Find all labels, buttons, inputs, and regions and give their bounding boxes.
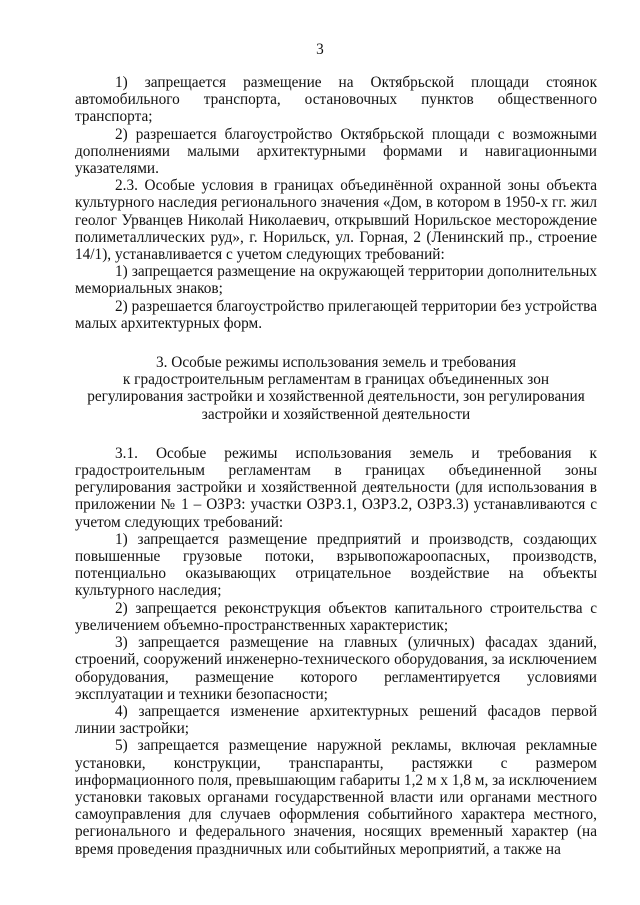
page-number: 3 — [316, 41, 324, 58]
section-3-heading — [75, 354, 597, 423]
paragraph-enterprises: 1) запрещается размещение предприятий и производств, создающих повышенные грузовые потоки, взрывопожароопасных, производств, потенциально оказывающих отрицательное воздействие на объекты культурного наследия; — [75, 530, 597, 600]
section-heading-line-1: 3. Особые режимы использования земель и требования — [156, 354, 516, 372]
section-heading-line-3: регулирования застройки и хозяйственной деятельности, зон регулирования — [87, 388, 585, 406]
paragraph-reconstruction: 2) запрещается реконструкция объектов капитального строительства с увеличением объемно-пространственных характеристик; — [75, 599, 597, 634]
section-heading-line-4: застройки и хозяйственной деятельности — [201, 405, 471, 423]
paragraph-2-3-conditions: 2.3. Особые условия в границах объединённой охранной зоны объекта культурного наследия регионального значения «Дом, в котором в 1950-х гг. жил геолог Урванцев Николай Николаевич, открывший Норильское месторождение полиметаллических руд», г. Норильск, ул. Горная, 2 (Ленинский пр., строение 14/1), устанавливается с учетом следующих требований: — [75, 177, 597, 264]
paragraph-facade-architecture: 4) запрещается изменение архитектурных решений фасадов первой линии застройки; — [75, 702, 597, 738]
paragraph-outdoor-advertising: 5) запрещается размещение наружной рекламы, включая рекламные установки, конструкции, транспаранты, растяжки с размером информационного поля, превышающим габариты 1,2 м х 1,8 м, за исключением установки таковых органами государственной власти или органами местного самоуправления для случаев оформления событийного характера местного, регионального и федерального значения, носящих временный характер (на время проведения праздничных или событийных мероприятий, а также на — [75, 737, 597, 858]
spacer — [75, 423, 597, 445]
paragraph-1-prohibition: 1) запрещается размещение на Октябрьской площади стоянок автомобильного транспорта, остановочных пунктов общественного транспорта; — [75, 74, 597, 126]
document-body — [75, 74, 597, 858]
paragraph-memorial-signs: 1) запрещается размещение на окружающей территории дополнительных мемориальных знаков; — [75, 263, 597, 298]
paragraph-landscaping: 2) разрешается благоустройство прилегающей территории без устройства малых архитектурных форм. — [75, 297, 597, 332]
section-heading-line-2: к градостроительным регламентам в границах объединенных зон — [122, 371, 550, 389]
paragraph-3-1-requirements: 3.1. Особые режимы использования земель и требования к градостроительным регламентам в границах объединенной зоны регулирования застройки и хозяйственной деятельности (для использования в приложении № 1 – ОЗРЗ: участки ОЗРЗ.1, ОЗРЗ.2, ОЗРЗ.3) устанавливаются с учетом следующих требований: — [75, 444, 597, 531]
paragraph-facade-equipment: 3) запрещается размещение на главных (уличных) фасадах зданий, строений, сооружений инженерно-технического оборудования, за исключением оборудования, размещение которого регламентируется условиями эксплуатации и техники безопасности; — [75, 634, 597, 703]
spacer — [75, 332, 597, 354]
paragraph-2-permission: 2) разрешается благоустройство Октябрьской площади с возможными дополнениями малыми архитектурными формами и навигационными указателями. — [75, 125, 597, 178]
